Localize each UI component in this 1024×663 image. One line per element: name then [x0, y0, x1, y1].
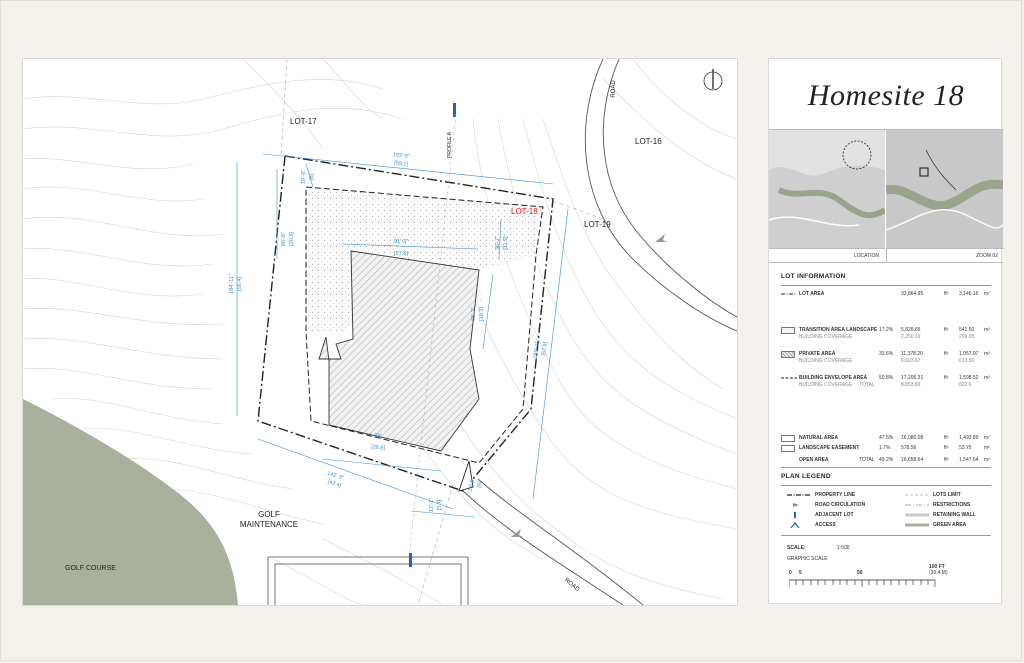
private-m: 1,057.07 — [959, 351, 979, 357]
private-sub-m: 613.50 — [959, 358, 975, 364]
easement-ft-unit: ft² — [944, 445, 949, 451]
natural-ft-unit: ft² — [944, 435, 949, 441]
graphic-scale-label: GRAPHIC SCALE — [787, 556, 828, 562]
road-top — [585, 59, 737, 331]
dim-top-m: [59.1] — [393, 160, 409, 168]
private-pct: 33.6% — [879, 351, 894, 357]
location-map — [769, 130, 885, 248]
scale-tick-5: 5 — [799, 570, 802, 576]
dim-bottom-m: [43.4] — [326, 479, 342, 490]
open-label: OPEN AREA — [799, 457, 829, 463]
restrictions-symbol — [905, 502, 929, 508]
legend-road-circulation: ROAD CIRCULATION — [815, 502, 866, 508]
envelope-sub: BUILDING COVERAGE — [799, 382, 853, 388]
scale-label: SCALE: — [787, 545, 806, 551]
envelope-sub-m: 822.6 — [959, 382, 972, 388]
profile-label: PROFILE A — [447, 132, 453, 158]
easement-ft: 578.56 — [901, 445, 917, 451]
dim-setback-right-m: [11.2] — [503, 236, 509, 250]
private-label: PRIVATE AREA — [799, 351, 836, 357]
open-total: TOTAL — [859, 457, 875, 463]
envelope-m-unit: m² — [984, 375, 990, 381]
divider — [781, 467, 991, 468]
open-pct: 49.2% — [879, 457, 894, 463]
access-icon — [787, 522, 811, 528]
private-sub-ft: 6,603.67 — [901, 358, 921, 364]
location-caption-bar — [769, 248, 885, 263]
easement-pct: 1.7% — [879, 445, 891, 451]
scale-tick-100m: (30.4 M) — [929, 570, 948, 576]
transition-pct: 17.2% — [879, 327, 894, 333]
dim-drive-ft: 12'-1" — [429, 497, 435, 513]
legend-access: ACCESS — [815, 522, 836, 528]
lot-area-m: 3,146.16 — [959, 291, 979, 297]
dim-setback-top-ft: 19'-8" — [301, 169, 307, 185]
golf-course-area — [23, 399, 238, 605]
info-panel — [768, 58, 1002, 604]
easement-m: 53.75 — [959, 445, 972, 451]
location-caption: LOCATION — [853, 253, 879, 259]
easement-label: LANDSCAPE EASEMENT — [799, 445, 860, 451]
envelope-pct: 50.8% — [879, 375, 894, 381]
road-arrow-icon — [787, 502, 811, 508]
north-arrow-icon — [704, 69, 722, 90]
envelope-ft: 17,206.31 — [901, 375, 924, 381]
natural-m-unit: m² — [984, 435, 990, 441]
golf-maintenance-label-2: MAINTENANCE — [239, 520, 299, 529]
transition-m: 541.50 — [959, 327, 975, 333]
legend-retaining-wall: RETAINING WALL — [933, 512, 976, 518]
road-label-bottom: ROAD — [563, 577, 581, 594]
envelope-sub-total: TOTAL — [859, 382, 875, 388]
lot-info-title: LOT INFORMATION — [781, 273, 846, 280]
private-sub: BUILDING COVERAGE — [799, 358, 853, 364]
dim-setback-left-ft: 66'-6" — [281, 231, 287, 247]
private-m-unit: m² — [984, 351, 990, 357]
divider — [781, 535, 991, 536]
dim-bottom-ft: 142'-3" — [326, 470, 345, 482]
open-ft-unit: ft² — [944, 457, 949, 463]
envelope-m: 1,598.52 — [959, 375, 979, 381]
envelope-sub-ft: 8,853.86 — [901, 382, 921, 388]
dim-inner-top-ft: 91'-3" — [393, 239, 409, 245]
legend-adjacent-lot: ADJACENT LOT — [815, 512, 854, 518]
dim-setback-top-m: [6] — [309, 173, 315, 181]
transition-ft: 5,828.65 — [901, 327, 921, 333]
lot-19-label: LOT-19 — [584, 220, 611, 229]
road-label-top: ROAD — [611, 80, 617, 98]
private-ft-unit: ft² — [944, 351, 949, 357]
divider — [781, 485, 991, 486]
scale-tick-0: 0 — [789, 570, 792, 576]
lot-area-ft: 33,864.95 — [901, 291, 924, 297]
scale-tick-50: 50 — [857, 570, 863, 576]
lot-area-m-unit: m² — [984, 291, 990, 297]
envelope-label: BUILDING ENVELOPE AREA — [799, 375, 868, 381]
golf-maintenance-label-1: GOLF — [258, 510, 280, 519]
envelope-ft-unit: ft² — [944, 375, 949, 381]
dim-inner-right-m: [18.3] — [479, 307, 485, 321]
golf-maintenance-buildings — [268, 557, 468, 605]
zoom-caption: ZOOM 02 — [976, 253, 998, 259]
dim-right-ft: 189'-11" — [532, 338, 542, 360]
dim-setback-right-ft: 36'-7" — [495, 235, 501, 251]
road-bottom — [461, 479, 643, 605]
retaining-wall-symbol — [905, 512, 929, 518]
legend-lots-limit: LOTS LIMIT — [933, 492, 961, 498]
legend-restrictions: RESTRICTIONS — [933, 502, 971, 508]
open-m-unit: m² — [984, 457, 990, 463]
dim-inner-right-ft: 60'-2" — [471, 306, 477, 322]
lot-area-label: LOT AREA — [799, 291, 825, 297]
dim-inner-bottom-ft: 88' — [374, 432, 382, 440]
dim-top-ft: 193'-9" — [392, 152, 410, 160]
dim-corner-ft: 19'-8" — [467, 477, 477, 493]
homesite-title: Homesite 18 — [807, 79, 965, 112]
green-area-symbol — [905, 522, 929, 528]
zoom-caption-bar — [886, 248, 1004, 263]
dim-inner-bottom-m: [26.8] — [370, 444, 386, 452]
site-plan — [22, 58, 738, 606]
natural-ft: 16,080.08 — [901, 435, 924, 441]
natural-label: NATURAL AREA — [799, 435, 839, 441]
natural-m: 1,493.89 — [959, 435, 979, 441]
plan-legend-title: PLAN LEGEND — [781, 473, 831, 480]
open-m: 1,547.64 — [959, 457, 979, 463]
dim-left-ft: 184'-11" — [229, 274, 235, 294]
private-ft: 11,378.20 — [901, 351, 923, 357]
scale-tick-100: 100 FT — [929, 564, 945, 570]
transition-ft-unit: ft² — [944, 327, 949, 333]
easement-m-unit: m² — [984, 445, 990, 451]
scale-value: 1:500 — [837, 545, 850, 551]
lot-18-label: LOT-18 — [511, 207, 538, 216]
adjacent-lot-symbol — [787, 512, 811, 518]
golf-course-label: GOLF COURSE — [65, 565, 116, 572]
transition-sub: BUILDING COVERAGE — [799, 334, 853, 340]
lots-limit-symbol — [905, 492, 929, 498]
dim-left-m: [56.4] — [237, 277, 243, 291]
lot-area-ft-unit: ft² — [944, 291, 949, 297]
lot-17-label: LOT-17 — [290, 117, 317, 126]
open-ft: 16,658.64 — [901, 457, 924, 463]
graphic-scale-bar — [789, 578, 939, 590]
transition-sub-ft: 2,250.19 — [901, 334, 921, 340]
location-maps — [769, 129, 1003, 263]
divider — [781, 285, 991, 286]
property-line-symbol — [787, 492, 811, 498]
dim-corner-m: [6] — [476, 481, 484, 489]
natural-pct: 47.5% — [879, 435, 894, 441]
lot-16-label: LOT-16 — [635, 137, 662, 146]
transition-sub-m: 209.05 — [959, 334, 975, 340]
legend-green-area: GREEN AREA — [933, 522, 967, 528]
dim-right-m: [57.9] — [541, 341, 549, 357]
zoom-map — [886, 130, 1003, 248]
dim-setback-left-m: [20.3] — [289, 232, 295, 246]
dim-inner-top-m: [27.8] — [394, 251, 408, 257]
transition-m-unit: m² — [984, 327, 990, 333]
legend-property-line: PROPERTY LINE — [815, 492, 856, 498]
dim-drive-m: [3.7] — [437, 499, 443, 511]
transition-label: TRANSITION AREA LANDSCAPE — [799, 327, 878, 333]
